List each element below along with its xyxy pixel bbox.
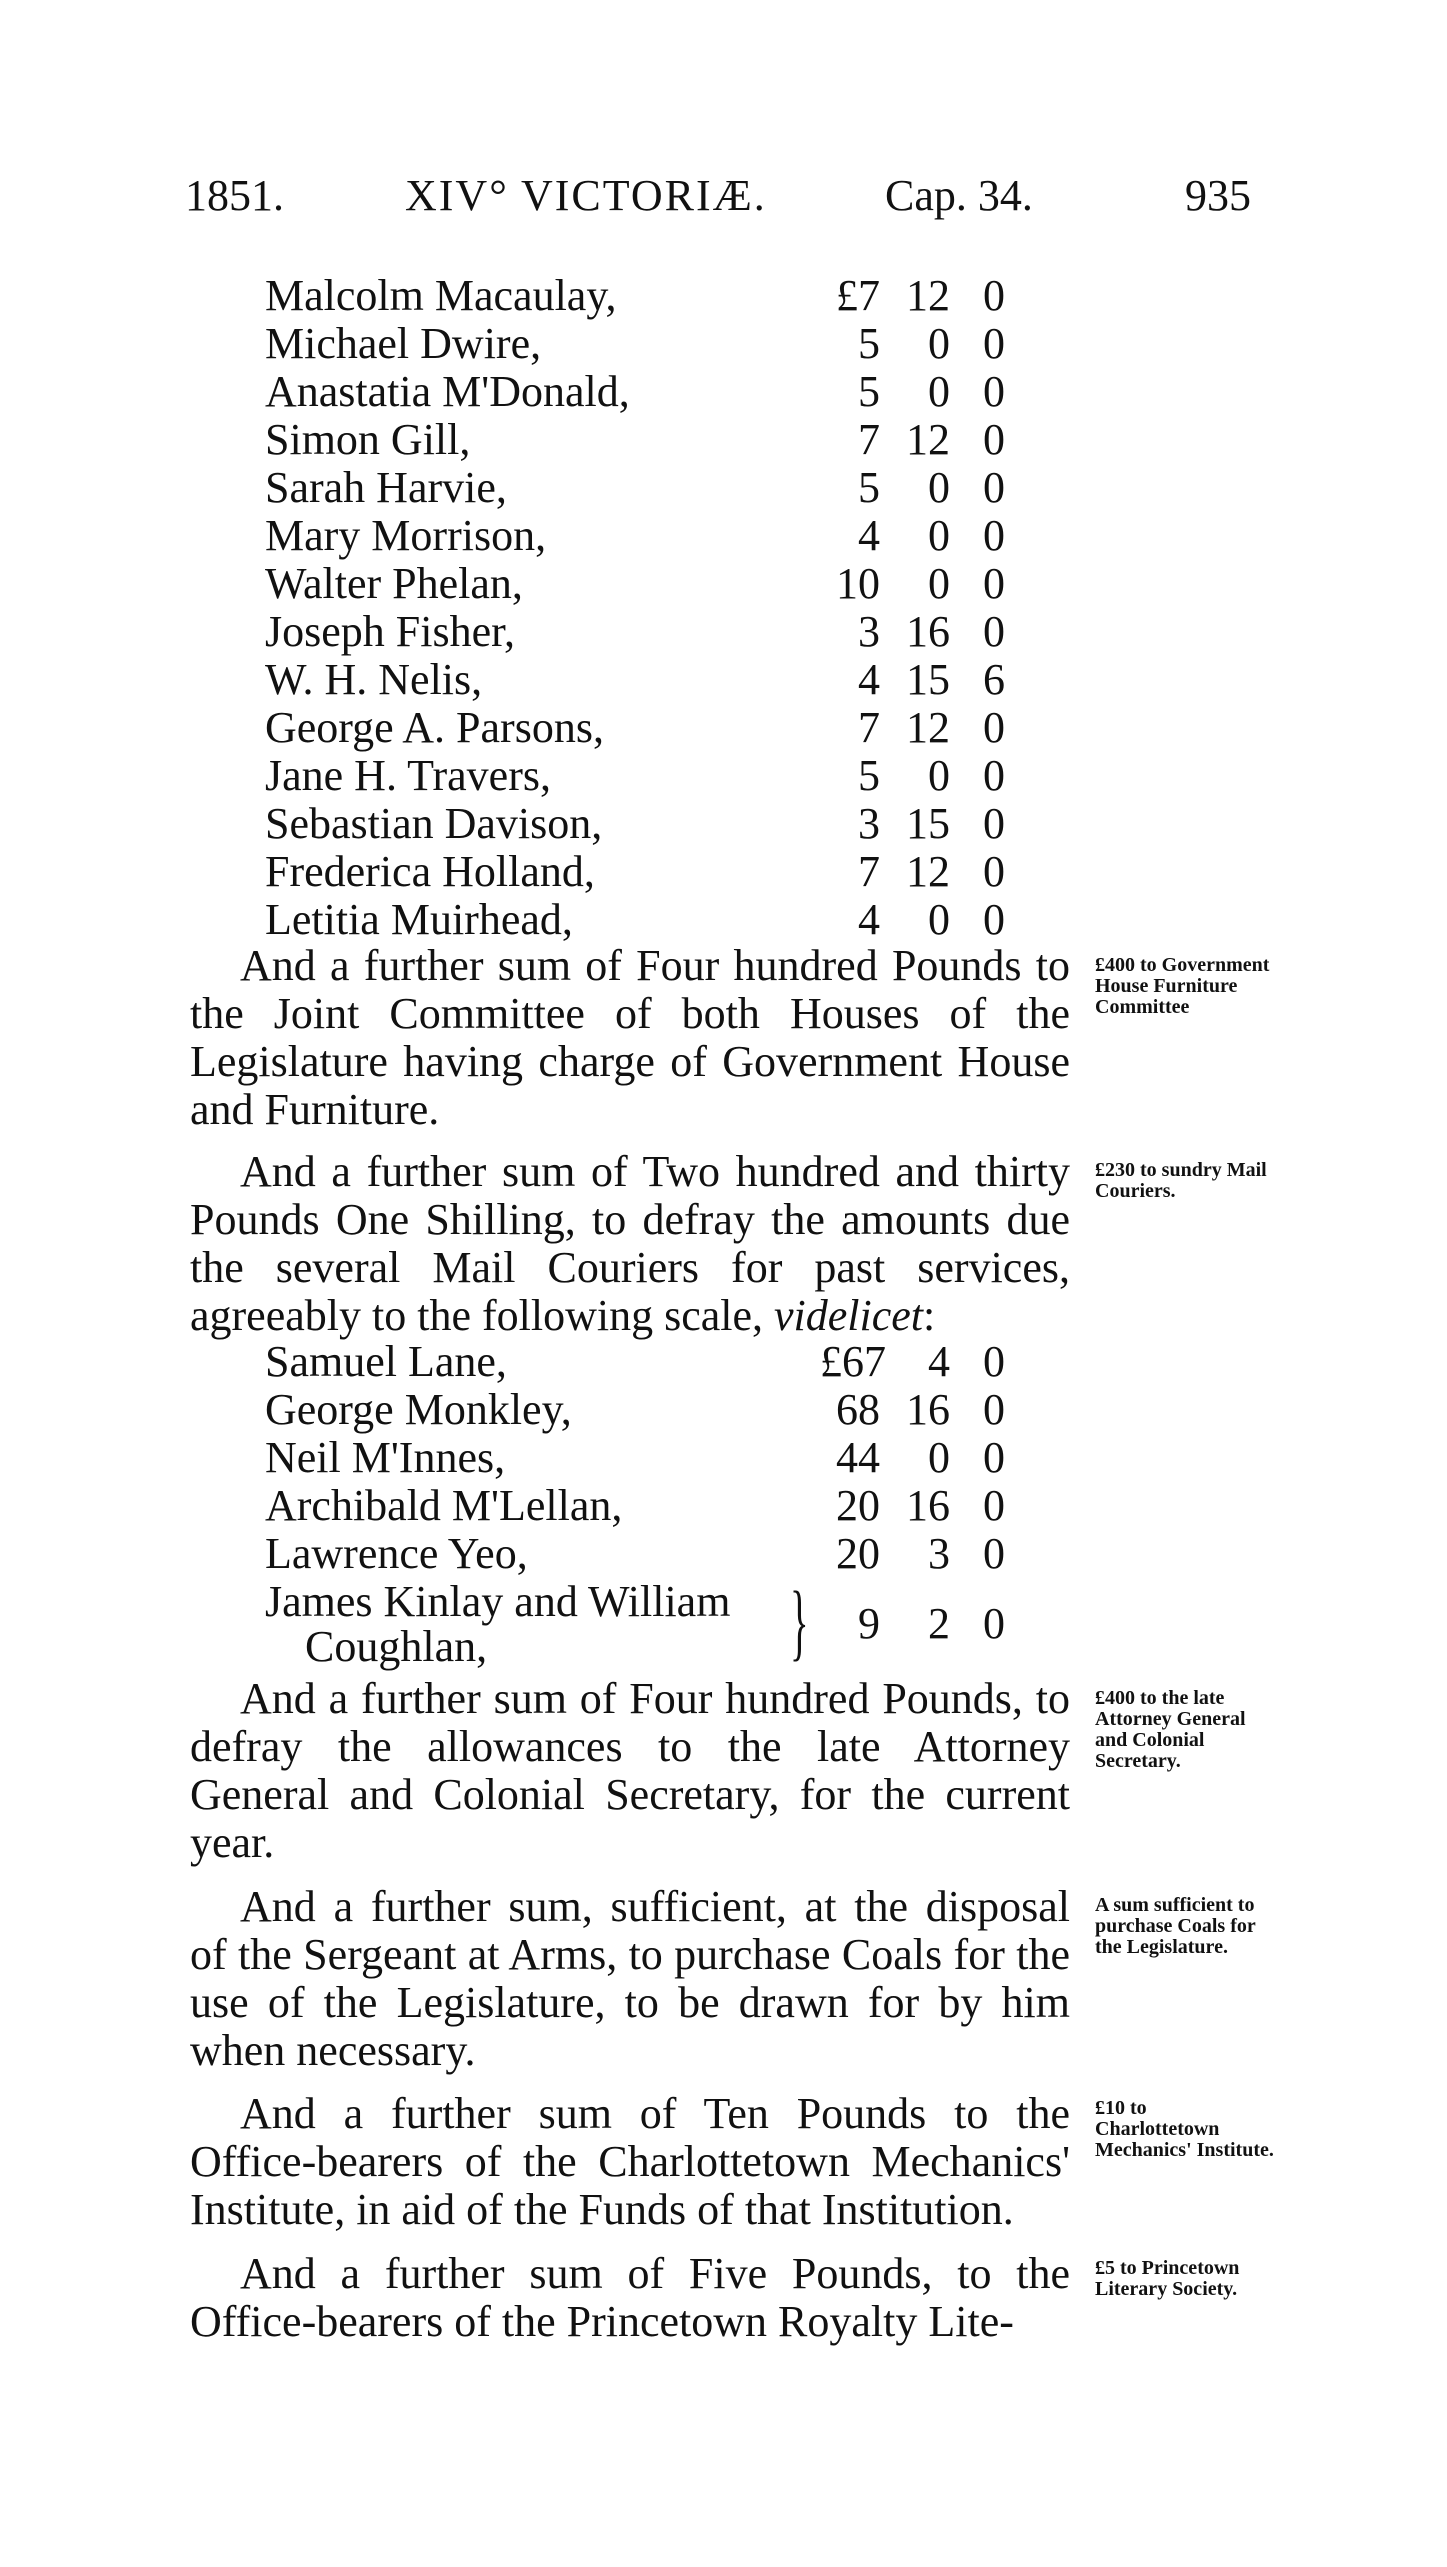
paragraph-text: And a further sum of Four hundred Pounds, to defray the allowances to the late Attorney General and Colonial Secretary, for the current year. xyxy=(190,1674,1070,1867)
brace-glyph: } xyxy=(790,1573,809,1669)
list-item-name-continued: Coughlan, xyxy=(305,1622,488,1671)
list-item-shillings: 16 xyxy=(906,1481,950,1530)
paragraph-coals xyxy=(190,1883,1070,2075)
paragraph-text: And a further sum of Ten Pounds to the Office-bearers of the Charlottetown Mechanics' Institute, in aid of the Funds of that Institution. xyxy=(190,2089,1070,2234)
list-item-shillings: 12 xyxy=(906,847,950,896)
list-item xyxy=(265,464,1025,512)
paragraph-mail-couriers xyxy=(190,1148,1070,1340)
list-item-pence: 0 xyxy=(983,367,1005,416)
list-item-shillings: 3 xyxy=(928,1529,950,1578)
list-item-shillings: 12 xyxy=(906,271,950,320)
list-item-shillings: 0 xyxy=(928,559,950,608)
list-item-pounds: 20 xyxy=(836,1481,880,1530)
list-item-shillings: 0 xyxy=(928,319,950,368)
list-item-name: George Monkley, xyxy=(265,1385,572,1434)
margin-note: £230 to sundry Mail Couriers. xyxy=(1095,1159,1267,1202)
list-item-pence: 0 xyxy=(983,271,1005,320)
list-item-pence: 0 xyxy=(983,751,1005,800)
list-item-pence: 0 xyxy=(983,319,1005,368)
list-item xyxy=(265,560,1025,608)
list-item xyxy=(265,608,1025,656)
list-item-name: Lawrence Yeo, xyxy=(265,1529,528,1578)
list-item xyxy=(265,1482,1025,1530)
list-item xyxy=(265,1434,1025,1482)
list-item xyxy=(265,1386,1025,1434)
list-item-pence: 0 xyxy=(983,559,1005,608)
list-item-shillings: 0 xyxy=(928,511,950,560)
list-item-pounds: £67 xyxy=(820,1337,886,1386)
list-item xyxy=(265,1338,1025,1386)
list-item xyxy=(265,272,1025,320)
list-item-pence: 0 xyxy=(983,607,1005,656)
list-item-name: Archibald M'Lellan, xyxy=(265,1481,623,1530)
list-item-pounds: 5 xyxy=(858,319,880,368)
list-item xyxy=(265,848,1025,896)
paragraph-text: And a further sum of Two hundred and thirty Pounds One Shilling, to defray the amounts due the several Mail Couriers for past services, agreeably to the following scale, xyxy=(190,1147,1070,1340)
paragraph-attorney-general xyxy=(190,1675,1070,1867)
list-item-pence: 0 xyxy=(983,799,1005,848)
list-item-pounds: 9 xyxy=(858,1599,880,1648)
list-item-shillings: 12 xyxy=(906,415,950,464)
paragraph-text-end: : xyxy=(923,1291,936,1340)
list-item-shillings: 2 xyxy=(928,1599,950,1648)
list-item-name: Malcolm Macaulay, xyxy=(265,271,617,320)
list-item-pounds: 3 xyxy=(858,799,880,848)
list-item-shillings: 15 xyxy=(906,655,950,704)
list-item-shillings: 4 xyxy=(928,1337,950,1386)
list-item-name: Neil M'Innes, xyxy=(265,1433,506,1482)
list-item-pounds: 7 xyxy=(858,703,880,752)
list-item-name: Jane H. Travers, xyxy=(265,751,551,800)
list-item xyxy=(265,320,1025,368)
list-item-name: Anastatia M'Donald, xyxy=(265,367,630,416)
margin-note: £400 to the late Attorney General and Colonial Secretary. xyxy=(1095,1687,1246,1772)
list-item-pounds: 3 xyxy=(858,607,880,656)
list-item-pounds: 4 xyxy=(858,511,880,560)
list-item-pence: 0 xyxy=(983,1481,1005,1530)
list-item-pence: 0 xyxy=(983,463,1005,512)
list-item-shillings: 12 xyxy=(906,703,950,752)
list-item-pence: 0 xyxy=(983,1433,1005,1482)
list-item-shillings: 0 xyxy=(928,751,950,800)
margin-note: £5 to Princetown Literary Society. xyxy=(1095,2257,1240,2300)
list-item-pence: 6 xyxy=(983,655,1005,704)
list-item-shillings: 16 xyxy=(906,1385,950,1434)
list-item-pence: 0 xyxy=(983,703,1005,752)
list-item-name: Frederica Holland, xyxy=(265,847,595,896)
list-item-pounds: 5 xyxy=(858,463,880,512)
list-item xyxy=(265,656,1025,704)
list-item xyxy=(265,800,1025,848)
list-item-pence: 0 xyxy=(983,1385,1005,1434)
list-item-name: Joseph Fisher, xyxy=(265,607,516,656)
list-item-shillings: 0 xyxy=(928,463,950,512)
courier-list xyxy=(265,1337,1025,1671)
list-item-pounds: £7 xyxy=(836,271,880,320)
list-item-pounds: 44 xyxy=(836,1433,880,1482)
list-item-shillings: 15 xyxy=(906,799,950,848)
list-item-pounds: 5 xyxy=(858,751,880,800)
margin-note: £10 to Charlottetown Mechanics' Institute. xyxy=(1095,2097,1274,2161)
paragraph-emphasis: videlicet xyxy=(774,1291,924,1340)
list-item xyxy=(265,704,1025,752)
list-item-name: James Kinlay and William xyxy=(265,1577,731,1626)
list-item xyxy=(265,512,1025,560)
list-item-pounds: 10 xyxy=(836,559,880,608)
list-item-pounds: 7 xyxy=(858,415,880,464)
list-item xyxy=(265,368,1025,416)
list-item-pence: 0 xyxy=(983,1337,1005,1386)
list-item-pounds: 7 xyxy=(858,847,880,896)
list-item-name: Michael Dwire, xyxy=(265,319,542,368)
running-header xyxy=(185,170,1265,240)
paragraph-literary-society xyxy=(190,2250,1070,2346)
list-item-pence: 0 xyxy=(983,415,1005,464)
list-item xyxy=(265,1530,1025,1578)
list-item-pence: 0 xyxy=(983,895,1005,944)
list-item-pence: 0 xyxy=(983,1529,1005,1578)
paragraph-text: And a further sum of Four hundred Pounds to the Joint Committee of both Houses of the Legislature having charge of Government House and Furniture. xyxy=(190,941,1070,1134)
list-item-pence: 0 xyxy=(983,1599,1005,1648)
list-item-pounds: 5 xyxy=(858,367,880,416)
header-title: XIV° VICTORIÆ. xyxy=(405,171,767,220)
list-item-pounds: 4 xyxy=(858,655,880,704)
margin-note: £400 to Government House Furniture Committee xyxy=(1095,954,1270,1018)
paragraph-text: And a further sum, sufficient, at the disposal of the Sergeant at Arms, to purchase Coals for the use of the Legislature, to be drawn for by him when necessary. xyxy=(190,1882,1070,2075)
list-item-shillings: 16 xyxy=(906,607,950,656)
paragraph-mechanics-institute xyxy=(190,2090,1070,2234)
header-chapter: Cap. 34. xyxy=(885,171,1033,220)
list-item-name: Sarah Harvie, xyxy=(265,463,507,512)
list-item-shillings: 0 xyxy=(928,367,950,416)
list-item xyxy=(265,752,1025,800)
list-item xyxy=(265,896,1025,944)
list-item-name: George A. Parsons, xyxy=(265,703,604,752)
list-item-name: Simon Gill, xyxy=(265,415,471,464)
list-item-name: Sebastian Davison, xyxy=(265,799,603,848)
list-item-name: Walter Phelan, xyxy=(265,559,523,608)
list-item-pounds: 68 xyxy=(836,1385,880,1434)
list-item-pounds: 4 xyxy=(858,895,880,944)
list-item-name: W. H. Nelis, xyxy=(265,655,483,704)
list-item-name: Mary Morrison, xyxy=(265,511,547,560)
list-item-name: Samuel Lane, xyxy=(265,1337,507,1386)
list-item-pence: 0 xyxy=(983,847,1005,896)
list-item-pounds: 20 xyxy=(836,1529,880,1578)
paragraph-government-house xyxy=(190,942,1070,1134)
allowance-list-1 xyxy=(265,272,1025,944)
list-item-shillings: 0 xyxy=(928,1433,950,1482)
paragraph-text: And a further sum of Five Pounds, to the Office-bearers of the Princetown Royalty Lite- xyxy=(190,2249,1070,2346)
list-item xyxy=(265,416,1025,464)
list-item-pence: 0 xyxy=(983,511,1005,560)
header-year: 1851. xyxy=(185,171,284,220)
margin-note: A sum sufficient to purchase Coals for the Legislature. xyxy=(1095,1894,1256,1958)
page-number: 935 xyxy=(1185,171,1251,220)
list-item-shillings: 0 xyxy=(928,895,950,944)
list-item-two-line xyxy=(265,1573,1025,1671)
list-item-name: Letitia Muirhead, xyxy=(265,895,573,944)
